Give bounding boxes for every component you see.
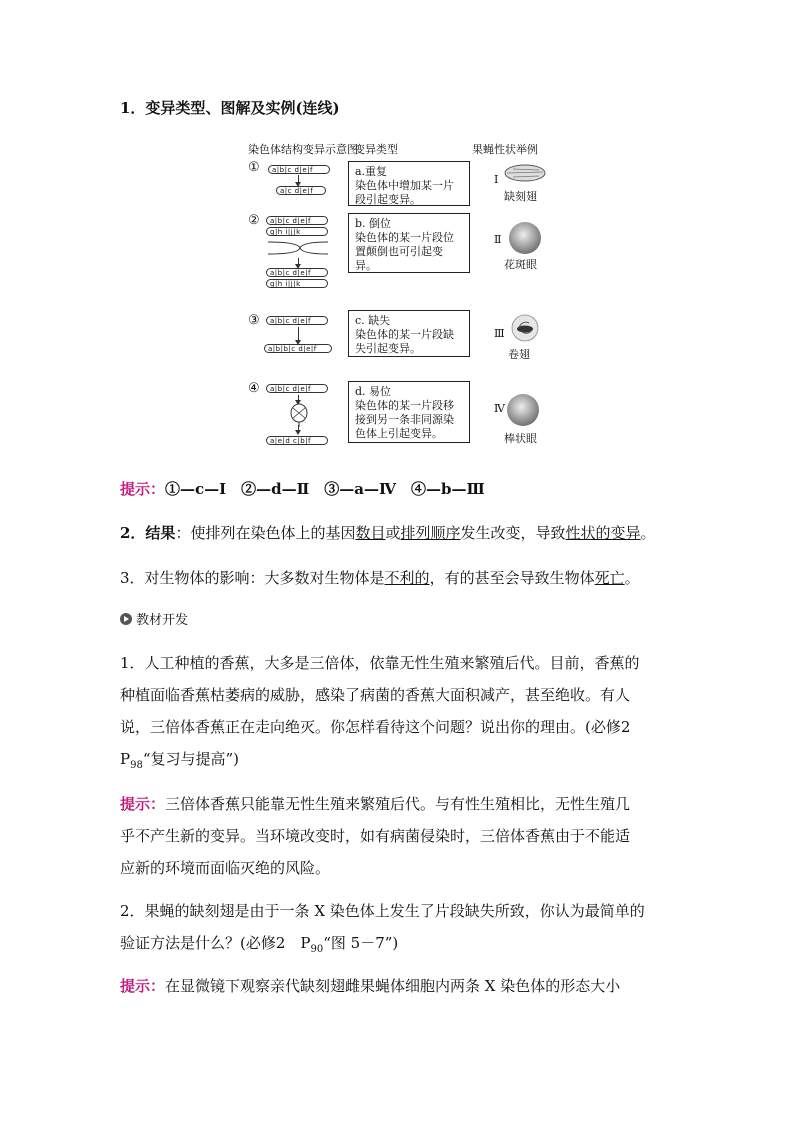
- underlined-answer: 死亡: [594, 569, 625, 587]
- text: 三倍体香蕉只能靠无性生殖来繁殖后代。与有性生殖相比，无性生殖几: [165, 795, 631, 813]
- chromosome: g|h i|j|k: [266, 279, 328, 288]
- page-number: 90: [310, 944, 324, 955]
- roman-numeral: Ⅳ: [494, 402, 505, 415]
- underlined-answer: 不利的: [384, 569, 430, 587]
- textbook-question-2-line-2: [120, 932, 398, 961]
- hint-1: [120, 478, 485, 500]
- text: 验证方法是什么？(必修2 P: [120, 934, 311, 952]
- impact-line: [120, 567, 640, 589]
- textbook-question-2-line-1: 2．果蝇的缺刻翅是由于一条 X 染色体上发生了片段缺失所致，你认为最简单的: [120, 902, 645, 920]
- box-text: 染色体的某一片段缺失引起变异。: [355, 328, 454, 355]
- crossover-icon: [266, 238, 330, 258]
- variation-type-box-d: [348, 381, 470, 443]
- answer-1-line-1: [120, 793, 630, 815]
- text: 在显微镜下观察亲代缺刻翅雌果蝇体细胞内两条 X 染色体的形态大小: [165, 977, 621, 995]
- text: “复习与提高”): [142, 750, 240, 768]
- underlined-answer: 数目: [355, 524, 386, 542]
- chromosome: g|h i|j|k: [266, 227, 328, 236]
- trait-label: 缺刻翅: [504, 190, 537, 203]
- roman-numeral: Ⅲ: [494, 327, 505, 340]
- variation-type-box-b: [348, 213, 470, 273]
- roman-numeral: Ⅰ: [494, 173, 499, 186]
- colon: ：: [175, 524, 191, 542]
- arrow-icon: [298, 425, 299, 431]
- answer-1-line-3: 应新的环境而面临灭绝的风险。: [120, 859, 331, 877]
- row-number: ③: [248, 313, 260, 328]
- answer-2-line-1: [120, 975, 620, 997]
- textbook-question-1-line-3: 说，三倍体香蕉正在走向绝灭。你怎样看待这个问题？说出你的理由。(必修2: [120, 718, 631, 736]
- chromosome: a|b|c d|e|f: [266, 384, 328, 393]
- trait-label: 卷翅: [508, 348, 530, 361]
- hint-1-text: ①—c—Ⅰ ②—d—Ⅱ ③—a—Ⅳ ④—b—Ⅲ: [165, 480, 485, 498]
- text: 。: [624, 569, 640, 587]
- result-line: [120, 522, 656, 544]
- arrow-icon: [298, 258, 299, 265]
- figure-col-header-example: 果蝇性状举例: [472, 143, 538, 156]
- text: 使排列在染色体上的基因: [190, 524, 356, 542]
- question-1-title: 1．变异类型、图解及实例(连线): [120, 99, 340, 117]
- chromosome: a|b|c d|e|f: [268, 165, 330, 174]
- row-number: ②: [248, 213, 260, 228]
- fly-curly-wing-icon: [505, 314, 545, 342]
- page-number: 98: [130, 760, 143, 771]
- fly-eye-icon: [509, 222, 541, 254]
- box-title: c. 缺失: [355, 314, 391, 327]
- text: ，有的甚至会导致生物体: [429, 569, 595, 587]
- text: P: [120, 750, 131, 768]
- play-icon: [120, 613, 132, 625]
- loop-icon: [284, 402, 314, 428]
- chromosome: a|b|b|c d|e|f: [264, 344, 332, 353]
- fly-wing-icon: [503, 160, 547, 186]
- box-text: 染色体的某一片段移接到另一条非同源染色体上引起变异。: [355, 399, 454, 440]
- box-title: a.重复: [355, 165, 388, 178]
- hint-label: 提示：: [120, 480, 166, 498]
- trait-label: 花斑眼: [504, 258, 537, 271]
- chromosome: a|e|d c|b|f: [266, 436, 328, 445]
- textbook-question-1-line-4: [120, 748, 239, 777]
- figure-col-header-type: 变异类型: [354, 143, 398, 156]
- textbook-question-1-line-2: 种植面临香蕉枯萎病的威胁，感染了病菌的香蕉大面积减产，甚至绝收。有人: [120, 686, 631, 704]
- underlined-answer: 排列顺序: [400, 524, 461, 542]
- chromosome: a|b|c d|e|f: [266, 216, 328, 225]
- text: “图 5－7”): [323, 934, 399, 952]
- section-header: [120, 610, 188, 632]
- row-number: ④: [248, 381, 260, 396]
- fly-bar-eye-icon: [507, 394, 539, 426]
- section-title: 教材开发: [136, 613, 189, 628]
- arrow-icon: [298, 175, 299, 183]
- arrow-icon: [298, 395, 299, 401]
- hint-label: 提示：: [120, 977, 166, 995]
- answer-1-line-2: 乎不产生新的变异。当环境改变时，如有病菌侵染时，三倍体香蕉由于不能适: [120, 827, 631, 845]
- chromosome: a|b|c d|e|f: [266, 268, 328, 277]
- chromosome: a|b|c d|e|f: [266, 316, 328, 325]
- trait-label: 棒状眼: [504, 432, 537, 445]
- figure-col-header-diagram: 染色体结构变异示意图: [248, 143, 358, 156]
- box-text: 染色体的某一片段位置颠倒也可引起变异。: [355, 231, 454, 272]
- text: 。: [640, 524, 656, 542]
- text: 3．对生物体的影响：大多数对生物体是: [120, 569, 385, 587]
- underlined-answer: 性状的变异: [565, 524, 641, 542]
- roman-numeral: Ⅱ: [494, 233, 502, 246]
- box-title: d. 易位: [355, 385, 392, 398]
- textbook-question-1-line-1: 1．人工种植的香蕉，大多是三倍体，依靠无性生殖来繁殖后代。目前，香蕉的: [120, 654, 640, 672]
- hint-label: 提示：: [120, 795, 166, 813]
- text: 或: [385, 524, 401, 542]
- arrow-icon: [298, 327, 299, 341]
- variation-type-box-c: [348, 310, 470, 357]
- box-title: b. 倒位: [355, 217, 392, 230]
- text: 发生改变，导致: [460, 524, 566, 542]
- row-number: ①: [248, 160, 260, 175]
- variation-type-box-a: [348, 161, 470, 206]
- box-text: 染色体中增加某一片段引起变异。: [355, 179, 454, 206]
- chromosome: a|c d|e|f: [276, 186, 326, 195]
- result-label: 2．结果: [120, 524, 176, 542]
